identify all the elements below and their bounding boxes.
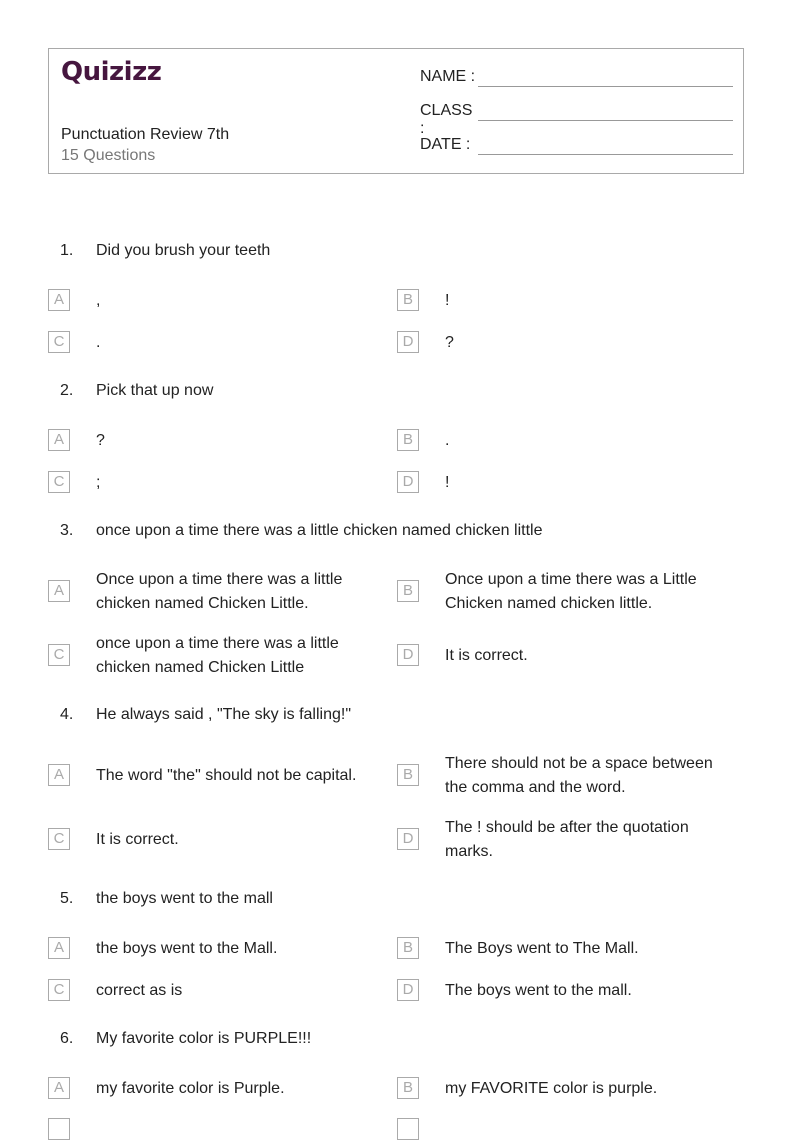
option-letter: A [48, 580, 70, 602]
question-number: 1. [60, 242, 74, 259]
option-letter: C [48, 471, 70, 493]
option-text: . [96, 334, 101, 351]
name-field [420, 68, 478, 86]
question-number: 4. [60, 706, 74, 723]
question-text: My favorite color is PURPLE!!! [96, 1030, 312, 1047]
name-blank-line [478, 86, 733, 87]
option-text: The ! should be after the quotation marks. [445, 819, 689, 860]
option-letter: D [397, 979, 419, 1001]
option-text: my favorite color is Purple. [96, 1080, 285, 1097]
option-text: The boys went to the mall. [445, 982, 632, 999]
option-text: Once upon a time there was a Little Chicken named chicken little. [445, 571, 697, 612]
worksheet-header [48, 48, 744, 174]
option-text: The Boys went to The Mall. [445, 940, 639, 957]
date-label: DATE : [420, 136, 471, 153]
option-letter: C [48, 979, 70, 1001]
option-text: ! [445, 292, 450, 309]
date-field [420, 136, 478, 154]
option-letter-box-cropped [48, 1118, 70, 1140]
option-letter: C [48, 331, 70, 353]
option-text: correct as is [96, 982, 183, 999]
option-text: . [445, 432, 450, 449]
option-text: ; [96, 474, 101, 491]
option-letter: B [397, 937, 419, 959]
question-text: Pick that up now [96, 382, 214, 399]
question-text: the boys went to the mall [96, 890, 273, 907]
option-letter: C [48, 828, 70, 850]
worksheet-title: Punctuation Review 7th [61, 126, 230, 143]
option-text: The word "the" should not be capital. [96, 767, 357, 784]
option-text: Once upon a time there was a little chicken named Chicken Little. [96, 571, 343, 612]
option-text: once upon a time there was a little chicken named Chicken Little [96, 635, 339, 676]
option-letter: A [48, 764, 70, 786]
question-text: He always said , "The sky is falling!" [96, 706, 352, 723]
class-blank-line [478, 120, 733, 121]
option-letter: D [397, 471, 419, 493]
option-text: my FAVORITE color is purple. [445, 1080, 658, 1097]
question-number: 6. [60, 1030, 74, 1047]
option-text: ! [445, 474, 450, 491]
option-text: It is correct. [445, 647, 528, 664]
class-label: CLASS : [420, 102, 473, 137]
option-letter: A [48, 1077, 70, 1099]
question-number: 2. [60, 382, 74, 399]
option-letter: D [397, 644, 419, 666]
option-letter: C [48, 644, 70, 666]
date-blank-line [478, 154, 733, 155]
option-text: There should not be a space between the comma and the word. [445, 755, 713, 796]
option-letter: A [48, 289, 70, 311]
option-letter: A [48, 429, 70, 451]
option-letter: B [397, 289, 419, 311]
question-number: 5. [60, 890, 74, 907]
option-text: ? [96, 432, 105, 449]
option-letter: A [48, 937, 70, 959]
option-letter: B [397, 580, 419, 602]
name-label: NAME : [420, 68, 476, 85]
option-letter: D [397, 331, 419, 353]
option-text: ? [445, 334, 454, 351]
option-text: It is correct. [96, 831, 179, 848]
question-text: Did you brush your teeth [96, 242, 271, 259]
option-letter-box-cropped [397, 1118, 419, 1140]
option-text: the boys went to the Mall. [96, 940, 278, 957]
option-text: , [96, 292, 101, 309]
quizizz-logo: Quizizz [61, 57, 162, 87]
option-letter: D [397, 828, 419, 850]
option-letter: B [397, 764, 419, 786]
question-text: once upon a time there was a little chicken named chicken little [96, 522, 543, 539]
option-letter: B [397, 1077, 419, 1099]
question-number: 3. [60, 522, 74, 539]
class-field [420, 102, 478, 138]
question-count: 15 Questions [61, 147, 156, 164]
option-letter: B [397, 429, 419, 451]
